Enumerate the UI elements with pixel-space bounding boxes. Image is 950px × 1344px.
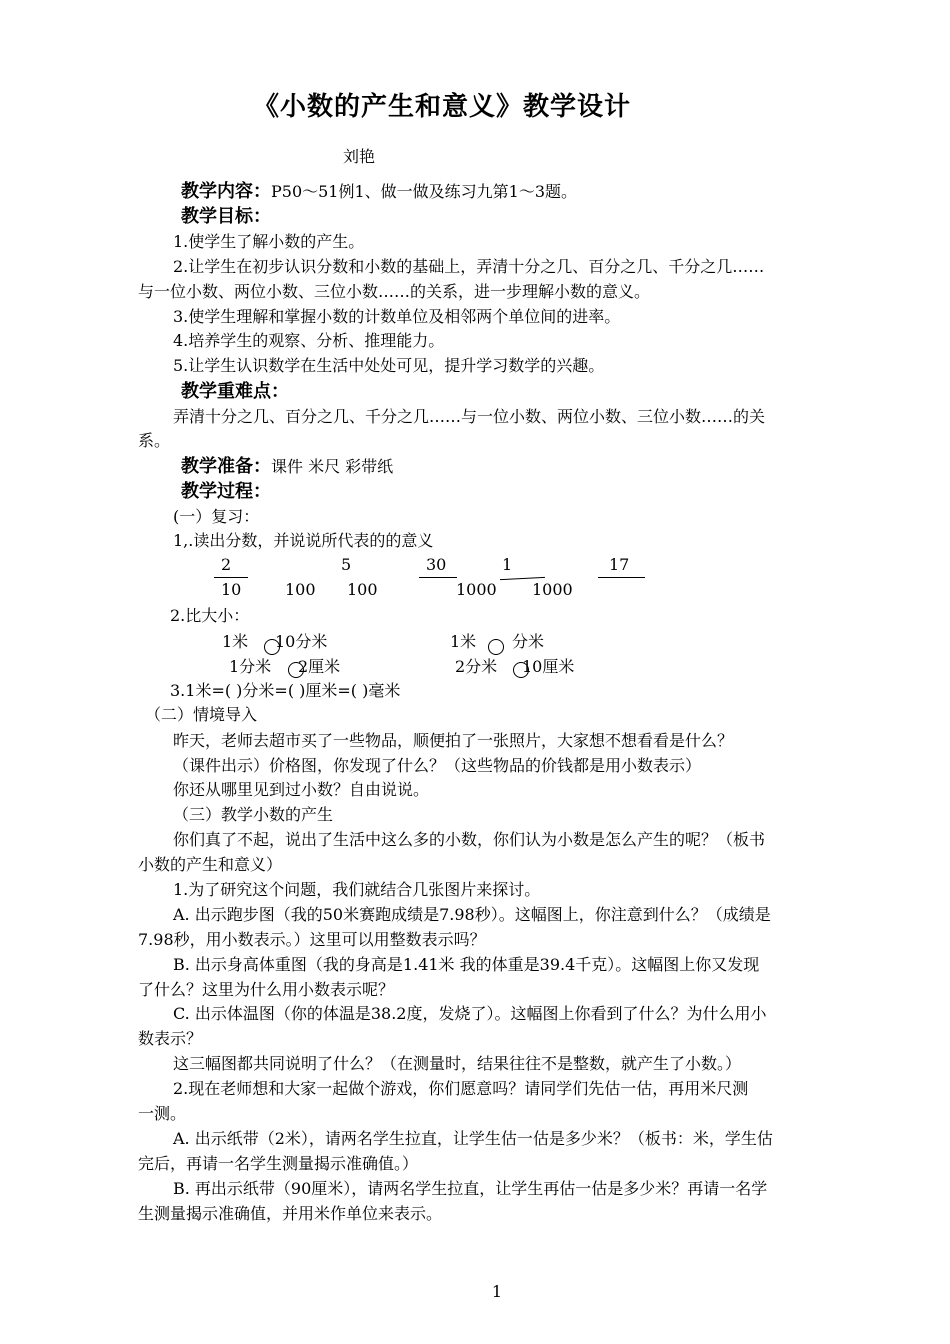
paragraph: C. 出示体温图（你的体温是38.2度，发烧了）。这幅图上你看到了什么？为什么用小	[173, 1004, 767, 1023]
fraction-denominator: 10	[221, 580, 242, 599]
process-label: 教学过程：	[181, 481, 271, 502]
goal-item: 5.让学生认识数学在生活中处处可见，提升学习数学的兴趣。	[173, 356, 605, 375]
paragraph: 这三幅图都共同说明了什么？（在测量时，结果往往不是整数，就产生了小数。）	[173, 1054, 742, 1073]
document-title: 《小数的产生和意义》教学设计	[252, 92, 631, 122]
fraction-denominator: 100	[285, 580, 316, 599]
compare-title: 2.比大小：	[170, 606, 250, 625]
review-question-1: 1,.读出分数，并说说所代表的的意义	[173, 531, 434, 550]
key-points-text-continued: 系。	[138, 431, 171, 450]
goal-item: 4.培养学生的观察、分析、推理能力。	[173, 331, 445, 350]
fraction-bar	[419, 577, 457, 578]
paragraph-continued: 完后，再请一名学生测量揭示准确值。）	[138, 1154, 419, 1173]
paragraph: B. 再出示纸带（90厘米），请两名学生拉直，让学生再估一估是多少米？再请一名学	[173, 1179, 768, 1198]
preparation-label: 教学准备：	[181, 456, 271, 477]
section-3-title: （三）教学小数的产生	[173, 805, 334, 824]
paragraph-continued: 小数的产生和意义）	[138, 855, 283, 874]
compare-value: 2分米	[455, 657, 498, 676]
fraction-numerator: 17	[609, 555, 630, 574]
unit-conversion: 3.1米=( )分米=( )厘米=( )毫米	[170, 681, 401, 700]
compare-value: 1分米	[229, 657, 272, 676]
teaching-goals-label: 教学目标：	[181, 206, 271, 227]
goal-item: 2.让学生在初步认识分数和小数的基础上，弄清十分之几、百分之几、千分之几……	[173, 257, 765, 276]
fraction-denominator: 1000	[532, 580, 573, 599]
paragraph: （课件出示）价格图，你发现了什么？（这些物品的价钱都是用小数表示）	[173, 756, 702, 775]
paragraph: 1.为了研究这个问题，我们就结合几张图片来探讨。	[173, 880, 541, 899]
paragraph-continued: 7.98秒，用小数表示。）这里可以用整数表示吗？	[138, 930, 486, 949]
fraction-numerator: 5	[341, 555, 352, 574]
paragraph: 昨天，老师去超市买了一些物品，顺便拍了一张照片，大家想不想看看是什么？	[173, 731, 734, 750]
section-2-title: （二）情境导入	[145, 705, 258, 724]
fraction-denominator: 100	[347, 580, 378, 599]
paragraph: 你还从哪里见到过小数？自由说说。	[173, 780, 430, 799]
review-title: (一）复习：	[173, 507, 260, 526]
compare-circle[interactable]	[488, 639, 504, 655]
fraction-bar	[214, 577, 248, 578]
fraction-bar	[598, 577, 645, 578]
compare-value: 2厘米	[298, 657, 341, 676]
fraction-numerator: 1	[502, 555, 513, 574]
paragraph-continued: 数表示？	[138, 1029, 203, 1048]
paragraph: A. 出示纸带（2米），请两名学生拉直，让学生估一估是多少米？（板书：米，学生估	[173, 1129, 773, 1148]
paragraph: 2.现在老师想和大家一起做个游戏，你们愿意吗？请同学们先估一估，再用米尺测	[173, 1079, 749, 1098]
page-number: 1	[491, 1282, 503, 1301]
paragraph: A. 出示跑步图（我的50米赛跑成绩是7.98秒）。这幅图上，你注意到什么？（成绩是	[173, 905, 771, 924]
fraction-numerator: 2	[221, 555, 232, 574]
compare-value: 1米	[222, 632, 249, 651]
key-points-label: 教学重难点：	[181, 381, 289, 402]
paragraph: 你们真了不起，说出了生活中这么多的小数，你们认为小数是怎么产生的呢？（板书	[173, 830, 766, 849]
paragraph-continued: 生测量揭示准确值，并用米作单位来表示。	[138, 1204, 443, 1223]
goal-item: 1.使学生了解小数的产生。	[173, 232, 365, 251]
teaching-content-line	[181, 180, 905, 204]
goal-item: 3.使学生理解和掌握小数的计数单位及相邻两个单位间的进率。	[173, 307, 621, 326]
compare-value: 1米	[450, 632, 477, 651]
paragraph-continued: 一测。	[138, 1104, 187, 1123]
author-name: 刘艳	[343, 147, 376, 166]
paragraph: B. 出示身高体重图（我的身高是1.41米 我的体重是39.4千克）。这幅图上你又发现	[173, 955, 760, 974]
teaching-content-label: 教学内容：	[181, 181, 271, 202]
teaching-content-text: P50～51例1、做一做及练习九第1～3题。	[271, 182, 578, 201]
key-points-text: 弄清十分之几、百分之几、千分之几……与一位小数、两位小数、三位小数……的关	[173, 407, 766, 426]
fraction-denominator: 1000	[456, 580, 497, 599]
paragraph-continued: 了什么？这里为什么用小数表示呢？	[138, 980, 395, 999]
compare-value: 10分米	[275, 632, 328, 651]
fraction-numerator: 30	[426, 555, 447, 574]
goal-item-continued: 与一位小数、两位小数、三位小数……的关系，进一步理解小数的意义。	[138, 282, 651, 301]
preparation-text: 课件 米尺 彩带纸	[271, 457, 394, 476]
compare-value: 10厘米	[522, 657, 575, 676]
preparation-line	[181, 455, 905, 479]
compare-value: 分米	[512, 632, 545, 651]
